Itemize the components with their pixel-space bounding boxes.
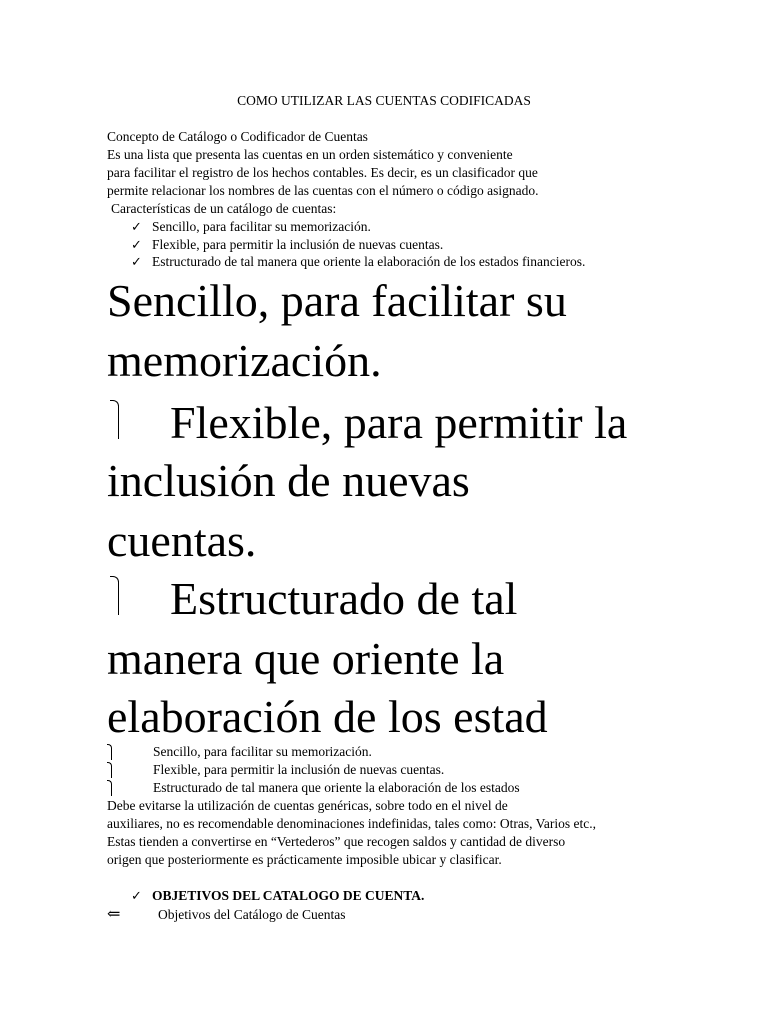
- paragraph-line-3: Estas tienden a convertirse en “Vertederos” que recogen saldos y cantidad de diverso: [107, 834, 566, 849]
- small-list-item-2: Flexible, para permitir la inclusión de nuevas cuentas.: [153, 762, 445, 777]
- large-line-1: Sencillo, para facilitar su: [107, 275, 567, 326]
- paragraph-line-2: auxiliares, no es recomendable denominaciones indefinidas, tales como: Otras, Varios etc.,: [107, 816, 596, 831]
- objectives-subheading: Objetivos del Catálogo de Cuentas: [158, 907, 346, 922]
- large-line-3: Flexible, para permitir la: [170, 397, 628, 448]
- page-title: COMO UTILIZAR LAS CUENTAS CODIFICADAS: [237, 93, 531, 108]
- concept-line-2: para facilitar el registro de los hechos contables. Es decir, es un clasificador que: [107, 165, 538, 180]
- check-icon: ✓: [131, 219, 142, 234]
- checklist-item-2: Flexible, para permitir la inclusión de nuevas cuentas.: [152, 237, 444, 252]
- left-arrow-icon: ⇐: [107, 906, 121, 923]
- small-list-item-3: Estructurado de tal manera que oriente la elaboración de los estados: [153, 780, 520, 795]
- concept-heading: Concepto de Catálogo o Codificador de Cuentas: [107, 129, 368, 144]
- bracket-bullet-icon: [110, 576, 119, 615]
- concept-line-3: permite relacionar los nombres de las cuentas con el número o código asignado.: [107, 183, 539, 198]
- check-icon: ✓: [131, 237, 142, 252]
- checklist-item-3: Estructurado de tal manera que oriente la elaboración de los estados financieros.: [152, 254, 586, 269]
- small-list-item-1: Sencillo, para facilitar su memorización.: [153, 744, 372, 759]
- bracket-bullet-icon: [107, 744, 112, 760]
- objectives-heading: OBJETIVOS DEL CATALOGO DE CUENTA.: [152, 888, 425, 903]
- paragraph-line-1: Debe evitarse la utilización de cuentas genéricas, sobre todo en el nivel de: [107, 798, 508, 813]
- bracket-bullet-icon: [107, 780, 112, 796]
- large-line-5: cuentas.: [107, 515, 257, 566]
- bracket-bullet-icon: [107, 762, 112, 778]
- checklist-item-1: Sencillo, para facilitar su memorización.: [152, 219, 371, 234]
- check-icon: ✓: [131, 254, 142, 269]
- check-icon: ✓: [131, 888, 142, 903]
- concept-line-1: Es una lista que presenta las cuentas en un orden sistemático y conveniente: [107, 147, 513, 162]
- paragraph-line-4: origen que posteriormente es prácticamente imposible ubicar y clasificar.: [107, 852, 502, 867]
- characteristics-label: Características de un catálogo de cuentas:: [111, 201, 337, 216]
- bracket-bullet-icon: [110, 400, 119, 439]
- large-line-4: inclusión de nuevas: [107, 455, 470, 506]
- large-line-2: memorización.: [107, 335, 382, 386]
- large-line-7: manera que oriente la: [107, 633, 505, 684]
- large-line-8: elaboración de los estad: [107, 691, 548, 742]
- large-line-6: Estructurado de tal: [170, 573, 518, 624]
